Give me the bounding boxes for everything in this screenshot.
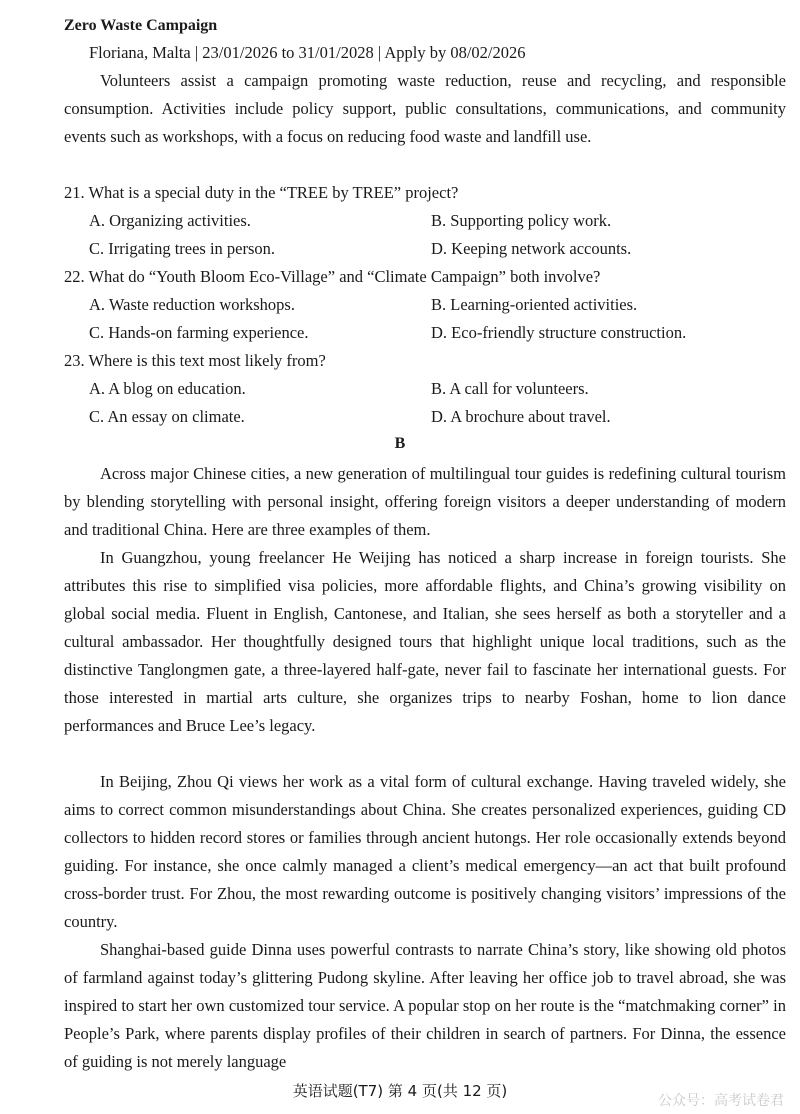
question-21: 21. What is a special duty in the “TREE by TREE” project? xyxy=(64,183,459,202)
campaign-meta: Floriana, Malta | 23/01/2026 to 31/01/2028 | Apply by 08/02/2026 xyxy=(89,43,526,62)
passage-paragraph-shanghai: Shanghai-based guide Dinna uses powerful contrasts to narrate China’s story, like showing old photos of farmland against today’s glittering Pudong skyline. After leaving her office job to travel abroad, she was inspired to start her own customized tour service. A popular stop on her route is the “matchmaking corner” in People’s Park, where parents display profiles of their children in search of partners. For Dinna, the essence of guiding is not merely language xyxy=(64,940,786,1071)
watermark: 公众号：高考试卷君 xyxy=(658,1093,784,1109)
question-22: 22. What do “Youth Bloom Eco-Village” and “Climate Campaign” both involve? xyxy=(64,267,601,286)
q21-option-c: C. Irrigating trees in person. xyxy=(89,239,276,258)
q22-option-a: A. Waste reduction workshops. xyxy=(89,295,295,314)
passage-paragraph-intro: Across major Chinese cities, a new generation of multilingual tour guides is redefining cultural tourism by blending storytelling with personal insight, offering foreign visitors a deeper understanding of modern and traditional China. Here are three examples of them. xyxy=(64,464,786,539)
q21-option-a: A. Organizing activities. xyxy=(89,211,251,230)
q23-option-a: A. A blog on education. xyxy=(89,379,246,398)
q23-option-c: C. An essay on climate. xyxy=(89,407,245,426)
passage-paragraph-beijing: In Beijing, Zhou Qi views her work as a vital form of cultural exchange. Having traveled widely, she aims to correct common misunderstandings about China. She creates personalized experiences, guiding CD collectors to hidden record stores or families through ancient hutongs. Her role occasionally extends beyond guiding. For instance, she once calmly managed a client’s medical emergency—an act that built profound cross-border trust. For Zhou, the most rewarding outcome is positively changing visitors’ impressions of the country. xyxy=(64,772,786,931)
q22-option-d: D. Eco-friendly structure construction. xyxy=(431,323,687,342)
page-footer: 英语试题(T7) 第 4 页(共 12 页) xyxy=(292,1082,508,1100)
q22-option-b: B. Learning-oriented activities. xyxy=(431,295,638,314)
q21-option-d: D. Keeping network accounts. xyxy=(431,239,632,258)
q23-option-d: D. A brochure about travel. xyxy=(431,407,611,426)
passage-paragraph-guangzhou: In Guangzhou, young freelancer He Weijing has noticed a sharp increase in foreign tourists. She attributes this rise to simplified visa policies, more affordable flights, and China’s growing visibility on global social media. Fluent in English, Cantonese, and Italian, she sees herself as both a storyteller and a cultural ambassador. Her thoughtfully designed tours that highlight unique local traditions, such as the distinctive Tanglongmen gate, a three-layered half-gate, never fail to fascinate her international guests. For those interested in martial arts culture, she organizes trips to nearby Foshan, home to lion dance performances and Bruce Lee’s legacy. xyxy=(64,548,786,735)
q22-option-c: C. Hands-on farming experience. xyxy=(89,323,309,342)
q23-option-b: B. A call for volunteers. xyxy=(431,379,589,398)
q21-option-b: B. Supporting policy work. xyxy=(431,211,612,230)
campaign-description: Volunteers assist a campaign promoting waste reduction, reuse and recycling, and responsible consumption. Activities include policy support, public consultations, communications, and community events such as workshops, with a focus on reducing food waste and landfill use. xyxy=(64,71,786,146)
campaign-title: Zero Waste Campaign xyxy=(64,17,218,34)
section-heading-b: B xyxy=(394,435,406,452)
question-23: 23. Where is this text most likely from? xyxy=(64,351,326,370)
